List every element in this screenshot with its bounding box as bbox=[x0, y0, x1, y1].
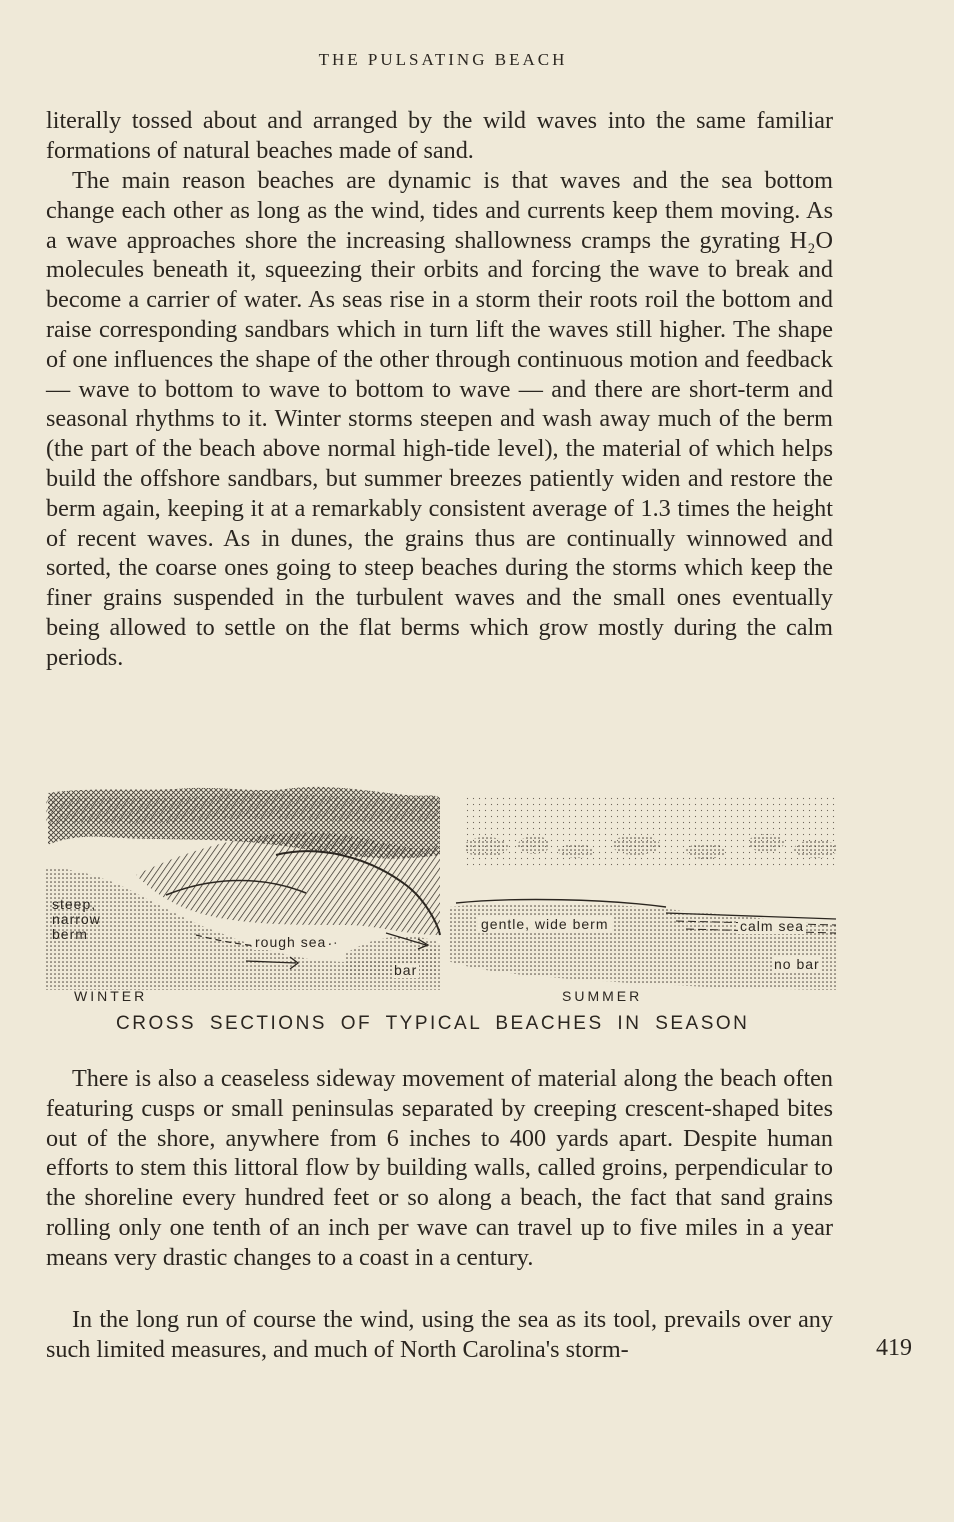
page-number: 419 bbox=[876, 1335, 912, 1361]
paragraph-2: The main reason beaches are dynamic is that waves and the sea bottom change each other as long as the wind, tides and currents keep them moving. As a wave approaches shore the increasing shallowness cramps the gyrating H₂O molecules beneath it, squeezing their orbits and forcing the wave to break and become a carrier of water. As seas rise in a storm their roots roil the bottom and raise corresponding sandbars which in turn lift the waves still higher. The shape of one influences the shape of the other through continuous motion and feedback — wave to bottom to wave to bottom to wave — and there are short-term and seasonal rhythms to it. Winter storms steepen and wash away much of the berm (the part of the beach above normal high-tide level), the material of which helps build the offshore sandbars, but summer breezes patiently widen and restore the berm again, keeping it at a remarkably consistent average of 1.3 times the height of recent waves. As in dunes, the grains thus are continually winnowed and sorted, the coarse ones going to steep beaches during the storms which keep the finer grains suspended in the turbulent waves and the small ones eventually being allowed to settle on the flat berms which grow mostly during the calm periods. bbox=[46, 167, 833, 671]
figure-caption: CROSS SECTIONS OF TYPICAL BEACHES IN SEASON bbox=[116, 1013, 750, 1034]
beach-cross-section-figure bbox=[46, 785, 842, 1035]
summer-label: SUMMER bbox=[562, 988, 643, 1004]
winter-berm-label-line-3: berm bbox=[52, 926, 88, 942]
winter-label: WINTER bbox=[74, 988, 148, 1004]
winter-berm-label bbox=[52, 897, 101, 942]
paragraph-3: There is also a ceaseless sideway movement of material along the beach often featuring cusps or small peninsulas separated by creeping crescent-shaped bites out of the shore, anywhere from 6 inches to 400 yards apart. Despite human efforts to stem this littoral flow by building walls, called groins, perpendicular to the shoreline every hundred feet or so along a beach, the fact that sand grains rolling only one tenth of an inch per wave can travel up to five miles in a year means very drastic changes to a coast in a century. bbox=[46, 1065, 833, 1271]
running-head: THE PULSATING BEACH bbox=[318, 50, 568, 69]
winter-berm-label-line-2: narrow bbox=[52, 911, 101, 927]
summer-bar-label: no bar bbox=[774, 956, 820, 972]
summer-berm-label: gentle, wide berm bbox=[478, 917, 612, 932]
paragraph-4: In the long run of course the wind, using the sea as its tool, prevails over any such limited measures, and much of North Carolina's storm- bbox=[46, 1306, 833, 1363]
winter-panel bbox=[46, 787, 440, 990]
winter-sea-label: rough sea bbox=[252, 935, 329, 950]
summer-sea-label: calm sea bbox=[740, 918, 805, 934]
paragraph-1: literally tossed about and arranged by the wild waves into the same familiar formations of natural beaches made of sand. bbox=[46, 107, 833, 164]
winter-bar-label: bar bbox=[394, 962, 418, 978]
beach-illustration bbox=[46, 785, 842, 1000]
winter-berm-label-line-1: steep, bbox=[52, 896, 97, 912]
